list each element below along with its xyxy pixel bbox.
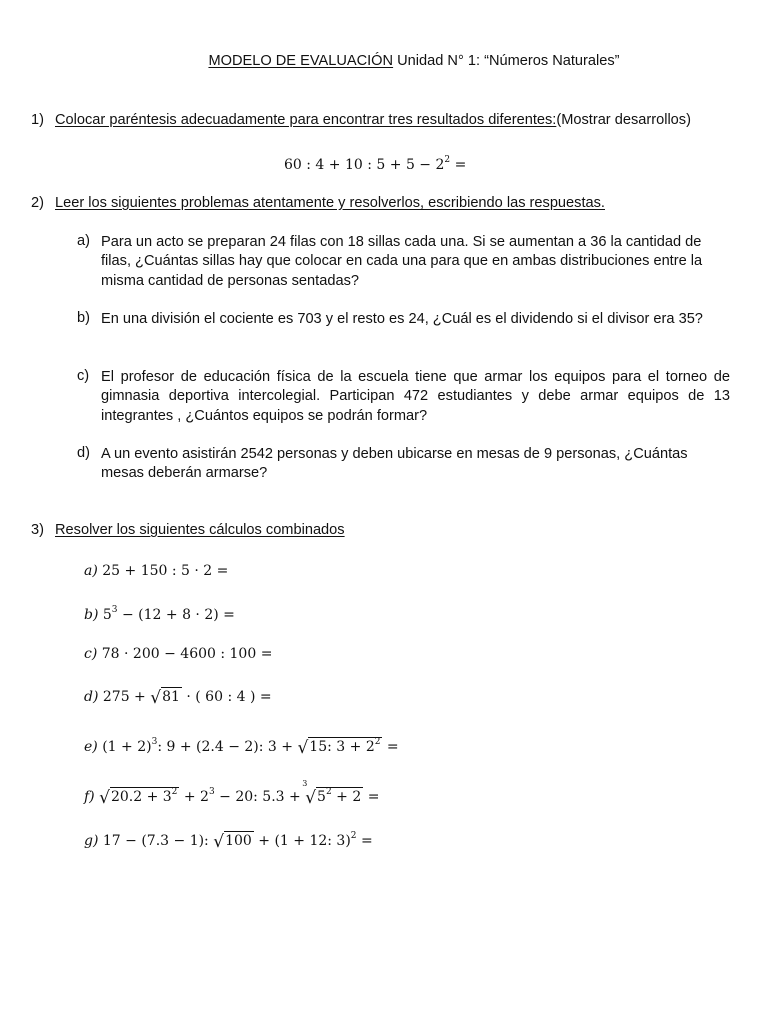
exponent: 2 xyxy=(350,831,357,841)
exercise-expr: · ( 60 : 4 ) = xyxy=(181,689,272,705)
exercise-expr: + (1 + 12: 3) xyxy=(253,833,351,849)
section-1-instruction-text: Colocar paréntesis adecuadamente para encontrar tres resultados diferentes: xyxy=(55,112,557,128)
exercise-label: e) xyxy=(84,739,98,755)
exercise-expr: − (12 + 8 · 2) = xyxy=(117,607,235,623)
problem-label: b) xyxy=(77,310,90,326)
cube-root: 3 $√5^2 + 2$ xyxy=(302,779,362,808)
exercise-c xyxy=(84,646,272,662)
exercise-label: d) xyxy=(84,689,99,705)
page-title xyxy=(0,53,768,69)
exercise-expr: − 20: 5.3 + xyxy=(214,789,306,805)
exercise-expr: = xyxy=(363,789,380,805)
exercise-expr: 17 − (7.3 − 1): xyxy=(98,833,214,849)
expr-exponent: 2 xyxy=(444,155,451,165)
expr-main: 60 : 4 + 10 : 5 + 5 − 2 xyxy=(284,157,445,173)
radicand: + 2 xyxy=(331,789,362,805)
problem-text: A un evento asistirán 2542 personas y deben ubicarse en mesas de 9 personas, ¿Cuántas mesas deberán armarse? xyxy=(101,446,688,482)
square-root: √15: $3 + 2^2$ xyxy=(297,737,381,758)
expr-equals: = xyxy=(450,157,467,173)
exercise-f xyxy=(84,779,380,808)
problem-text: En una división el cociente es 703 y el resto es 24, ¿Cuál es el dividendo si el divisor era 35? xyxy=(101,311,703,327)
exercise-expr: (1 + 2) xyxy=(97,739,152,755)
problem-text: El profesor de educación física de la escuela tiene que armar los equipos para el torneo de gimnasia deportiva intercolegial. Participan 472 estudiantes y debe armar equipos de 13 integrantes , ¿Cuántos equipos se podrán formar? xyxy=(101,369,730,424)
radicand: 81 xyxy=(162,689,180,705)
exponent: 2 xyxy=(171,787,178,797)
radicand: 20.2 + 3 xyxy=(110,789,172,805)
exercise-label: f) xyxy=(84,789,95,805)
exponent: 2 xyxy=(325,787,332,797)
exercise-expr: : 9 + (2.4 − 2): 3 + xyxy=(157,739,298,755)
exercise-label: a) xyxy=(84,563,98,579)
exercise-expr: 275 + xyxy=(98,689,151,705)
exercise-label: g) xyxy=(84,833,99,849)
exercise-d xyxy=(84,688,272,708)
exponent: 3 xyxy=(111,605,118,615)
section-2-instruction: Leer los siguientes problemas atentamente y resolverlos, escribiendo las respuestas. xyxy=(55,195,605,211)
exercise-a xyxy=(84,563,228,579)
radicand: 15: 3 + 2 xyxy=(309,739,375,755)
problem-label: c) xyxy=(77,368,90,384)
exercise-expr: 25 + 150 : 5 · 2 = xyxy=(97,563,229,579)
radicand: 100 xyxy=(225,833,252,849)
section-3-number: 3) xyxy=(31,522,44,538)
exercise-expr: 78 · 200 − 4600 : 100 = xyxy=(97,646,273,662)
square-root: $√20.2 + 3^2$ xyxy=(99,787,178,808)
exercise-label: b) xyxy=(84,607,99,623)
section-2-number: 2) xyxy=(31,195,44,211)
section-3-instruction: Resolver los siguientes cálculos combinados xyxy=(55,522,345,538)
exercise-g xyxy=(84,831,373,852)
section-1-note: (Mostrar desarrollos) xyxy=(556,112,691,128)
exercise-expr: 5 xyxy=(98,607,112,623)
exercise-expr: + 2 xyxy=(179,789,209,805)
section-1-expression xyxy=(284,155,466,173)
problem-label: d) xyxy=(77,445,90,461)
exponent: 3 xyxy=(208,787,215,797)
problem-label: a) xyxy=(77,233,90,249)
exercise-e xyxy=(84,737,399,758)
root-index: 3 xyxy=(302,779,308,788)
exponent: 3 xyxy=(151,737,158,747)
exercise-expr: = xyxy=(356,833,373,849)
square-root: √81 xyxy=(150,688,180,708)
exercise-b xyxy=(84,605,235,623)
radicand: 5 xyxy=(317,789,326,805)
exercise-label: c) xyxy=(84,646,98,662)
section-1-number: 1) xyxy=(31,112,44,128)
title-main: MODELO DE EVALUACIÓN xyxy=(208,53,394,69)
exponent: 2 xyxy=(374,737,381,747)
section-1-instruction xyxy=(55,112,691,128)
square-root: √100 xyxy=(213,832,252,852)
exercise-expr: = xyxy=(382,739,399,755)
title-unit: Unidad N° 1: “Números Naturales” xyxy=(393,53,620,69)
problem-text: Para un acto se preparan 24 filas con 18 sillas cada una. Si se aumentan a 36 la cantidad de filas, ¿Cuántas sillas hay que colocar en cada una para que en ambas distribuciones entre la misma cantidad de personas sentadas? xyxy=(101,234,703,289)
